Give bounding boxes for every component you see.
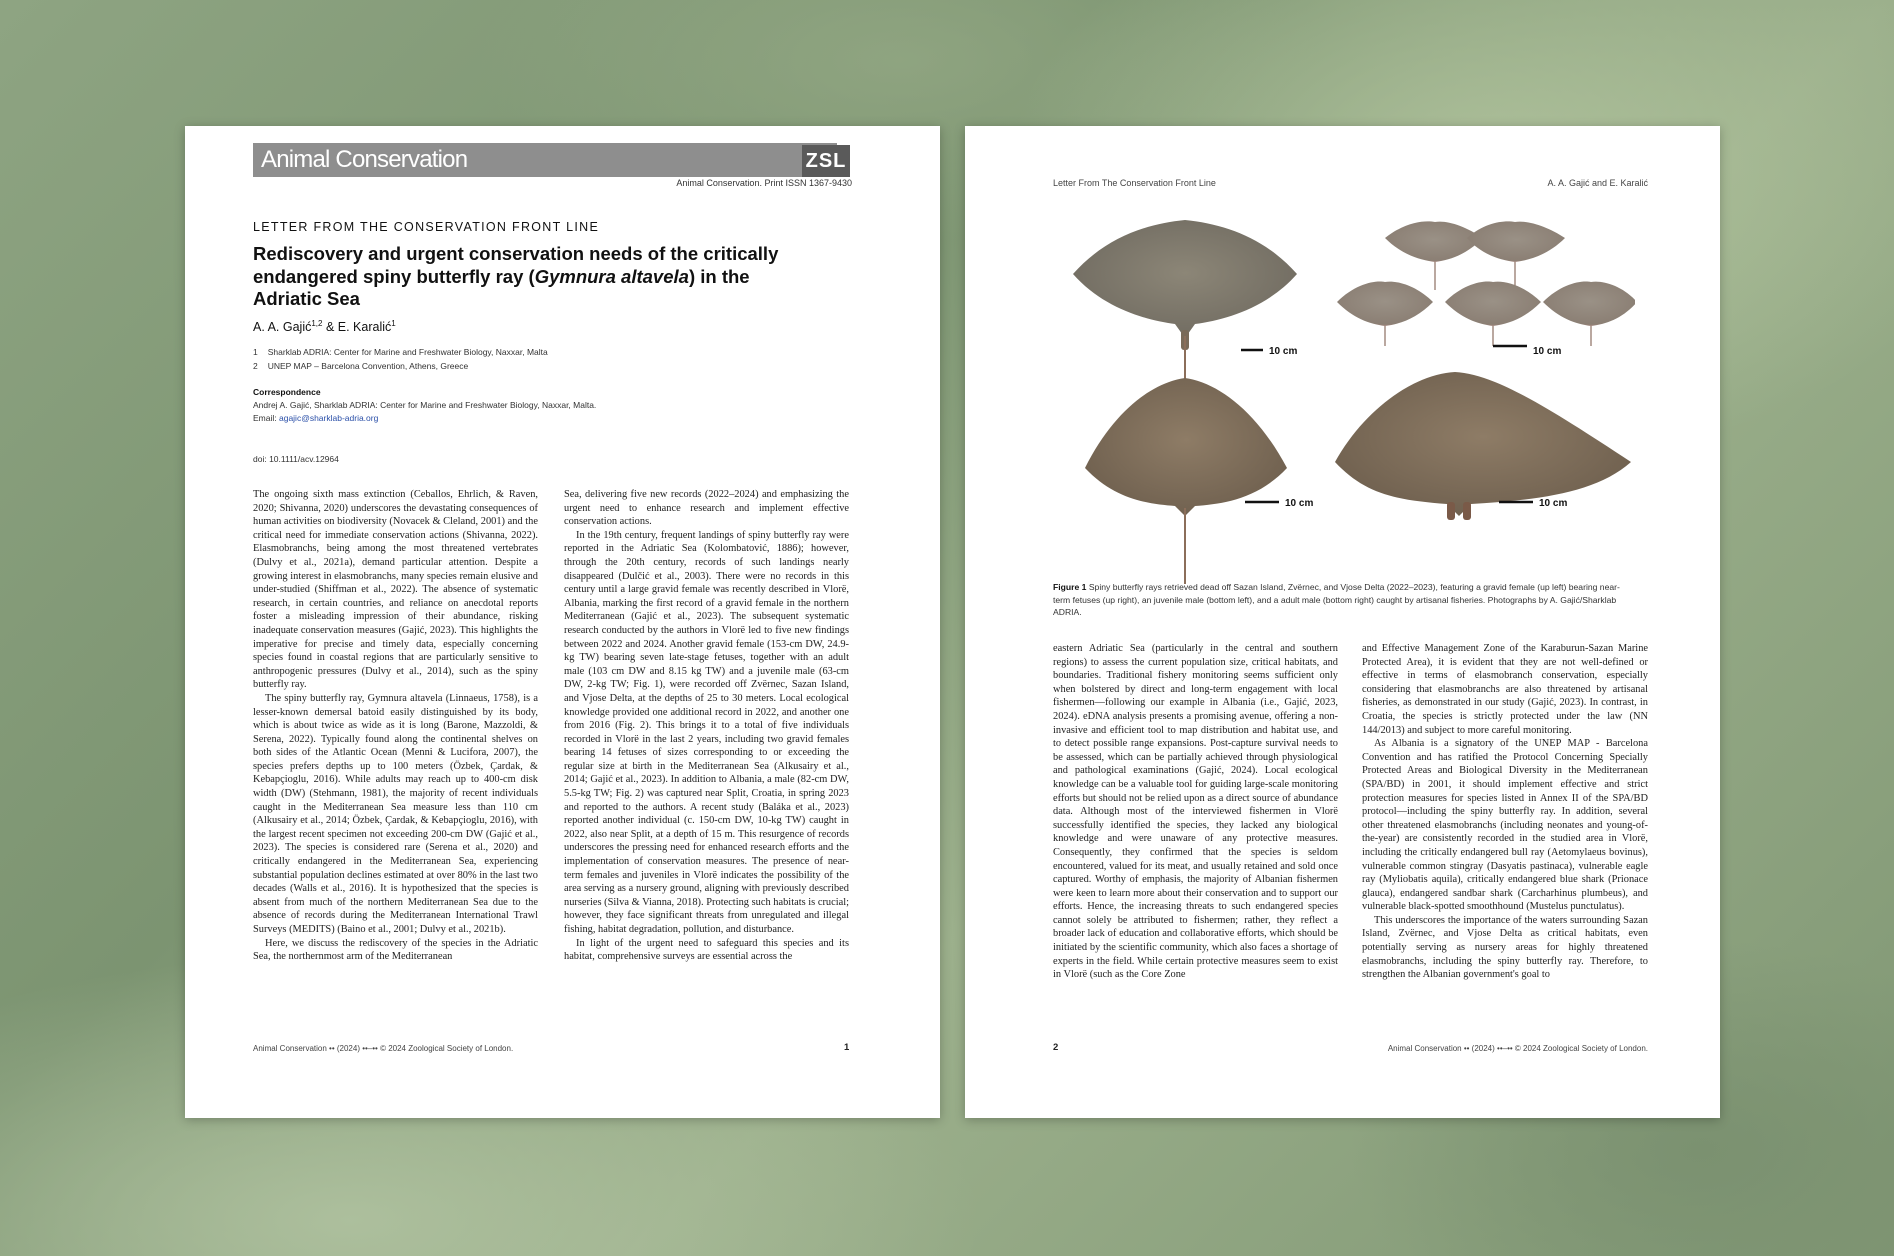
- ray-photo-fetuses: [1337, 221, 1635, 346]
- running-header-left: Letter From The Conservation Front Line: [1053, 178, 1216, 188]
- author-list: A. A. Gajić$^{1,2}$ & E. Karalić$^1$: [253, 319, 396, 335]
- article-page-2: [965, 126, 1720, 1118]
- paragraph: The spiny butterfly ray, Gymnura altavela (Linnaeus, 1758), is a lesser-known demersal batoid easily distinguished by its body, which is about twice as wide as it is long (Barone, Mazzoldi, & Serena, 2022). Typically found along the continental shelves on both sides of the Atlantic Ocean (Menni & Lucifora, 2007), the species prefers depths up to 100 meters (Özbek, Çardak, & Kebapçioglu, 2016). While adults may reach up to 400-cm disk width (DW) (Stehmann, 1981), the majority of recent individuals caught in the Mediterranean Sea measure less than 110 cm (Alkusairy et al., 2014; Özbek, Çardak, & Kebapçioglu, 2016), with the largest recent specimen not exceeding 200-cm DW (Gajić et al., 2023). The species is considered rare (Serena et al., 2020) and critically endangered in the Mediterranean Sea, experiencing substantial population declines estimated at over 80% in the last two decades (Walls et al., 2016). It is hypothesized that the species is absent from much of the northern Mediterranean Sea due to the absence of records during the Mediterranean International Trawl Surveys (MEDITS) (Baino et al., 2001; Dulvy et al., 2021b).: [253, 692, 538, 935]
- page-footer: Animal Conservation •• (2024) ••–•• © 2024 Zoological Society of London.: [1387, 1044, 1648, 1053]
- body-column-right: [1362, 642, 1648, 982]
- scale-bar: [1245, 498, 1313, 509]
- journal-name: Animal Conservation: [261, 146, 468, 173]
- page-number: 2: [1053, 1042, 1059, 1053]
- figure-1-photos: [1035, 212, 1635, 592]
- body-column-left: [253, 488, 538, 964]
- correspondence-label: Correspondence: [253, 387, 321, 397]
- paragraph: In light of the urgent need to safeguard this species and its habitat, comprehensive surveys are essential across the: [564, 937, 849, 963]
- scale-label: 10 cm: [1269, 346, 1298, 357]
- affiliations: [253, 345, 548, 373]
- paragraph: Sea, delivering five new records (2022–2024) and emphasizing the urgent need to enhance research and implement effective conservation actions.: [564, 489, 849, 528]
- paragraph: In the 19th century, frequent landings of spiny butterfly ray were reported in the Adriatic Sea (Kolombatović, 1886); however, through the 20th century, records of such landings nearly disappeared (Dulčić et al., 2003). There were no records in this century until a large gravid female was recently described in Vlorë, Albania, marking the first record of a gravid female in the northern Mediterranean (Gajić et al., 2023). The subsequent systematic research conducted by the authors in Vlorë led to five new findings between 2022 and 2024. Another gravid female (153-cm DW, 24.9-kg TW) bearing seven late-stage fetuses, together with an adult male (103 cm DW and 8.15 kg TW) and a juvenile male (63-cm DW, 2-kg TW; Fig. 1), were recorded off Zvërnec, Sazan Island, and Vjose Delta, at the depths of 25 to 30 meters. Local ecological knowledge provided one additional record in 2022, and another one from 2016 (Fig. 2). This brings it to a total of five individuals recorded in Vlorë in the last 2 years, including two gravid females bearing 14 fetuses of sizes corresponding to or exceeding the regular size at birth in the Mediterranean Sea (Alkusairy et al., 2014; Gajić et al., 2023). In addition to Albania, a male (82-cm DW, 5.5-kg TW; Fig. 2) was captured near Split, Croatia, in spring 2023 and reported to the authors. A recent study (Baláka et al., 2023) reported another individual (c. 150-cm DW, 10-kg TW) caught in 2022, also near Split, at a depth of 15 m. This resurgence of records underscores the pressing need for enhanced research efforts and the implementation of conservation measures. The presence of near-term females and juveniles in Vlorë indicates the possibility of the area serving as a nursery ground, aligning with previously described nurseries (Silva & Vianna, 2018). Protecting such habitats is crucial; however, they face significant threats from unregulated and illegal fishing, habitat degradation, pollution, and disturbance.: [564, 529, 849, 935]
- issn-line: Animal Conservation. Print ISSN 1367-9430: [676, 178, 852, 188]
- section-label: LETTER FROM THE CONSERVATION FRONT LINE: [253, 220, 600, 234]
- paragraph: As Albania is a signatory of the UNEP MAP - Barcelona Convention and has ratified the Protocol Concerning Specially Protected Areas and Biological Diversity in the Mediterranean (SPA/BD) in 2001, it should implement effective and strict protection measures for species listed in Annex II of the SPA/BD protocol—including the spiny butterfly ray. In addition, several other threatened elasmobranchs (including neonates and young-of-the-year) are consistently recorded in the studied area in Vlorë, including the critically endangered bull ray (Aetomylaeus bovinus), vulnerable common stingray (Dasyatis pastinaca), vulnerable eagle ray (Myliobatis aquila), critically endangered blue shark (Prionace glauca), endangered sandbar shark (Carcharhinus plumbeus), and vulnerable black-spotted smoothhound (Mustelus punctulatus).: [1362, 738, 1648, 913]
- correspondence-text: Andrej A. Gajić, Sharklab ADRIA: Center for Marine and Freshwater Biology, Naxxar, Malta.: [253, 400, 597, 410]
- doi: doi: 10.1111/acv.12964: [253, 454, 339, 464]
- body-column-right: [564, 488, 849, 964]
- email-link[interactable]: agajic@sharklab-adria.org: [278, 413, 379, 423]
- paragraph: and Effective Management Zone of the Karaburun-Sazan Marine Protected Area), it is evident that they are not well-defined or effective in terms of elasmobranch conservation, especially considering that elasmobranchs are also threatened by artisanal fisheries, as demonstrated in our study (Gajić, 2023). In contrast, in Croatia, the species is strictly protected under the law (NN 144/2013) and subject to more careful monitoring.: [1362, 643, 1648, 736]
- page-footer: Animal Conservation •• (2024) ••–•• © 2024 Zoological Society of London.: [253, 1044, 514, 1053]
- article-page-1: [185, 126, 940, 1118]
- running-header-right: A. A. Gajić and E. Karalić: [1547, 178, 1648, 188]
- paper-title: Rediscovery and urgent conservation needs of the critically endangered spiny butterfly ray (Gymnura altavela) in the Adriatic Sea: [253, 243, 779, 309]
- scale-label: 10 cm: [1539, 498, 1568, 509]
- affiliation-item: 2 UNEP MAP – Barcelona Convention, Athens, Greece: [253, 361, 469, 371]
- scale-bar: [1241, 346, 1297, 357]
- zsl-logo: ZSL: [802, 145, 850, 177]
- figure-caption: Figure 1 Spiny butterfly rays retrieved dead off Sazan Island, Zvërnec, and Vjose Delta (2022–2023), featuring a gravid female (up left) bearing near-term fetuses (up right), an juvenile male (bottom left), and a adult male (bottom right) caught by artisanal fisheries. Photographs by A. Gajić/Sharklab ADRIA.: [1053, 582, 1620, 617]
- ray-photo-adult-male: [1335, 372, 1631, 520]
- scale-bar: [1493, 346, 1561, 357]
- page-number: 1: [844, 1042, 850, 1053]
- ray-photo-juvenile-male: [1085, 378, 1287, 584]
- body-column-left: [1053, 642, 1338, 982]
- paragraph: This underscores the importance of the waters surrounding Sazan Island, Zvërnec, and Vjose Delta as critical habitats, even potentially serving as nursery areas for highly threatened elasmobranchs, including the spiny butterfly ray. Therefore, to strengthen the Albanian government's goal to: [1362, 914, 1648, 981]
- scale-label: 10 cm: [1533, 346, 1562, 357]
- paragraph: Here, we discuss the rediscovery of the species in the Adriatic Sea, the northernmost arm of the Mediterranean: [253, 937, 538, 963]
- correspondence-block: Correspondence Andrej A. Gajić, Sharklab ADRIA: Center for Marine and Freshwater Biology, Naxxar, Malta. Email: agajic@sharklab-adria.org: [253, 387, 597, 423]
- affiliation-item: 1 Sharklab ADRIA: Center for Marine and Freshwater Biology, Naxxar, Malta: [253, 347, 548, 357]
- paragraph: The ongoing sixth mass extinction (Ceballos, Ehrlich, & Raven, 2020; Shivanna, 2020) underscores the devastating consequences of human activities on biodiversity (Novacek & Cleland, 2001) and the critical need for immediate conservation actions (Shivanna, 2022). Elasmobranchs, being among the most threatened vertebrates (Dulvy et al., 2021a), demand particular attention. Despite a growing interest in elasmobranchs, many species remain elusive and under-studied (Shiffman et al., 2022). The absence of systematic research, in certain countries, and reliance on anecdotal reports foster a misleading impression of their abundance, risking inadequate conservation measures (Gajić, 2023). This highlights the imperative for precise and timely data, especially concerning species found in coastal regions that are particularly sensitive to anthropogenic pressures (Dulvy et al., 2014), such as the spiny butterfly ray.: [253, 489, 538, 691]
- paragraph: eastern Adriatic Sea (particularly in the central and southern regions) to assess the current population size, critical habitats, and boundaries. Traditional fishery monitoring seems sufficient only when bolstered by direct and long-term engagement with local fishermen—following our example in Albania (i.e., Gajić, 2023, 2024). eDNA analysis presents a promising avenue, offering a non-invasive and efficient tool to map distribution and habitat use, and to detect possible range expansions. Post-capture survival needs to be assessed, which can be partially achieved through physiological and pathological examinations (Gajić, 2024). Local ecological knowledge can be a valuable tool for guiding large-scale monitoring efforts but should not be relied upon as a direct source of abundance data. Although most of the interviewed fishermen in Vlorë successfully identified the species, they lacked any biological knowledge and were unaware of any protective measures. Consequently, they confirmed that the species is seldom encountered, valued for its meat, and usually retained and sold once captured. Worthy of emphasis, the majority of Albanian fishermen were keen to learn more about their conservation and to support our efforts. Hence, the increasing threats to such endangered species cannot solely be attributed to fishermen; rather, they reflect a broader lack of education and collaborative efforts, which should be initiated by the scientific community, which also faces a shortage of experts in the field. While certain protective measures seem to exist in Vlorë (such as the Core Zone: [1053, 643, 1338, 981]
- scale-label: 10 cm: [1285, 498, 1314, 509]
